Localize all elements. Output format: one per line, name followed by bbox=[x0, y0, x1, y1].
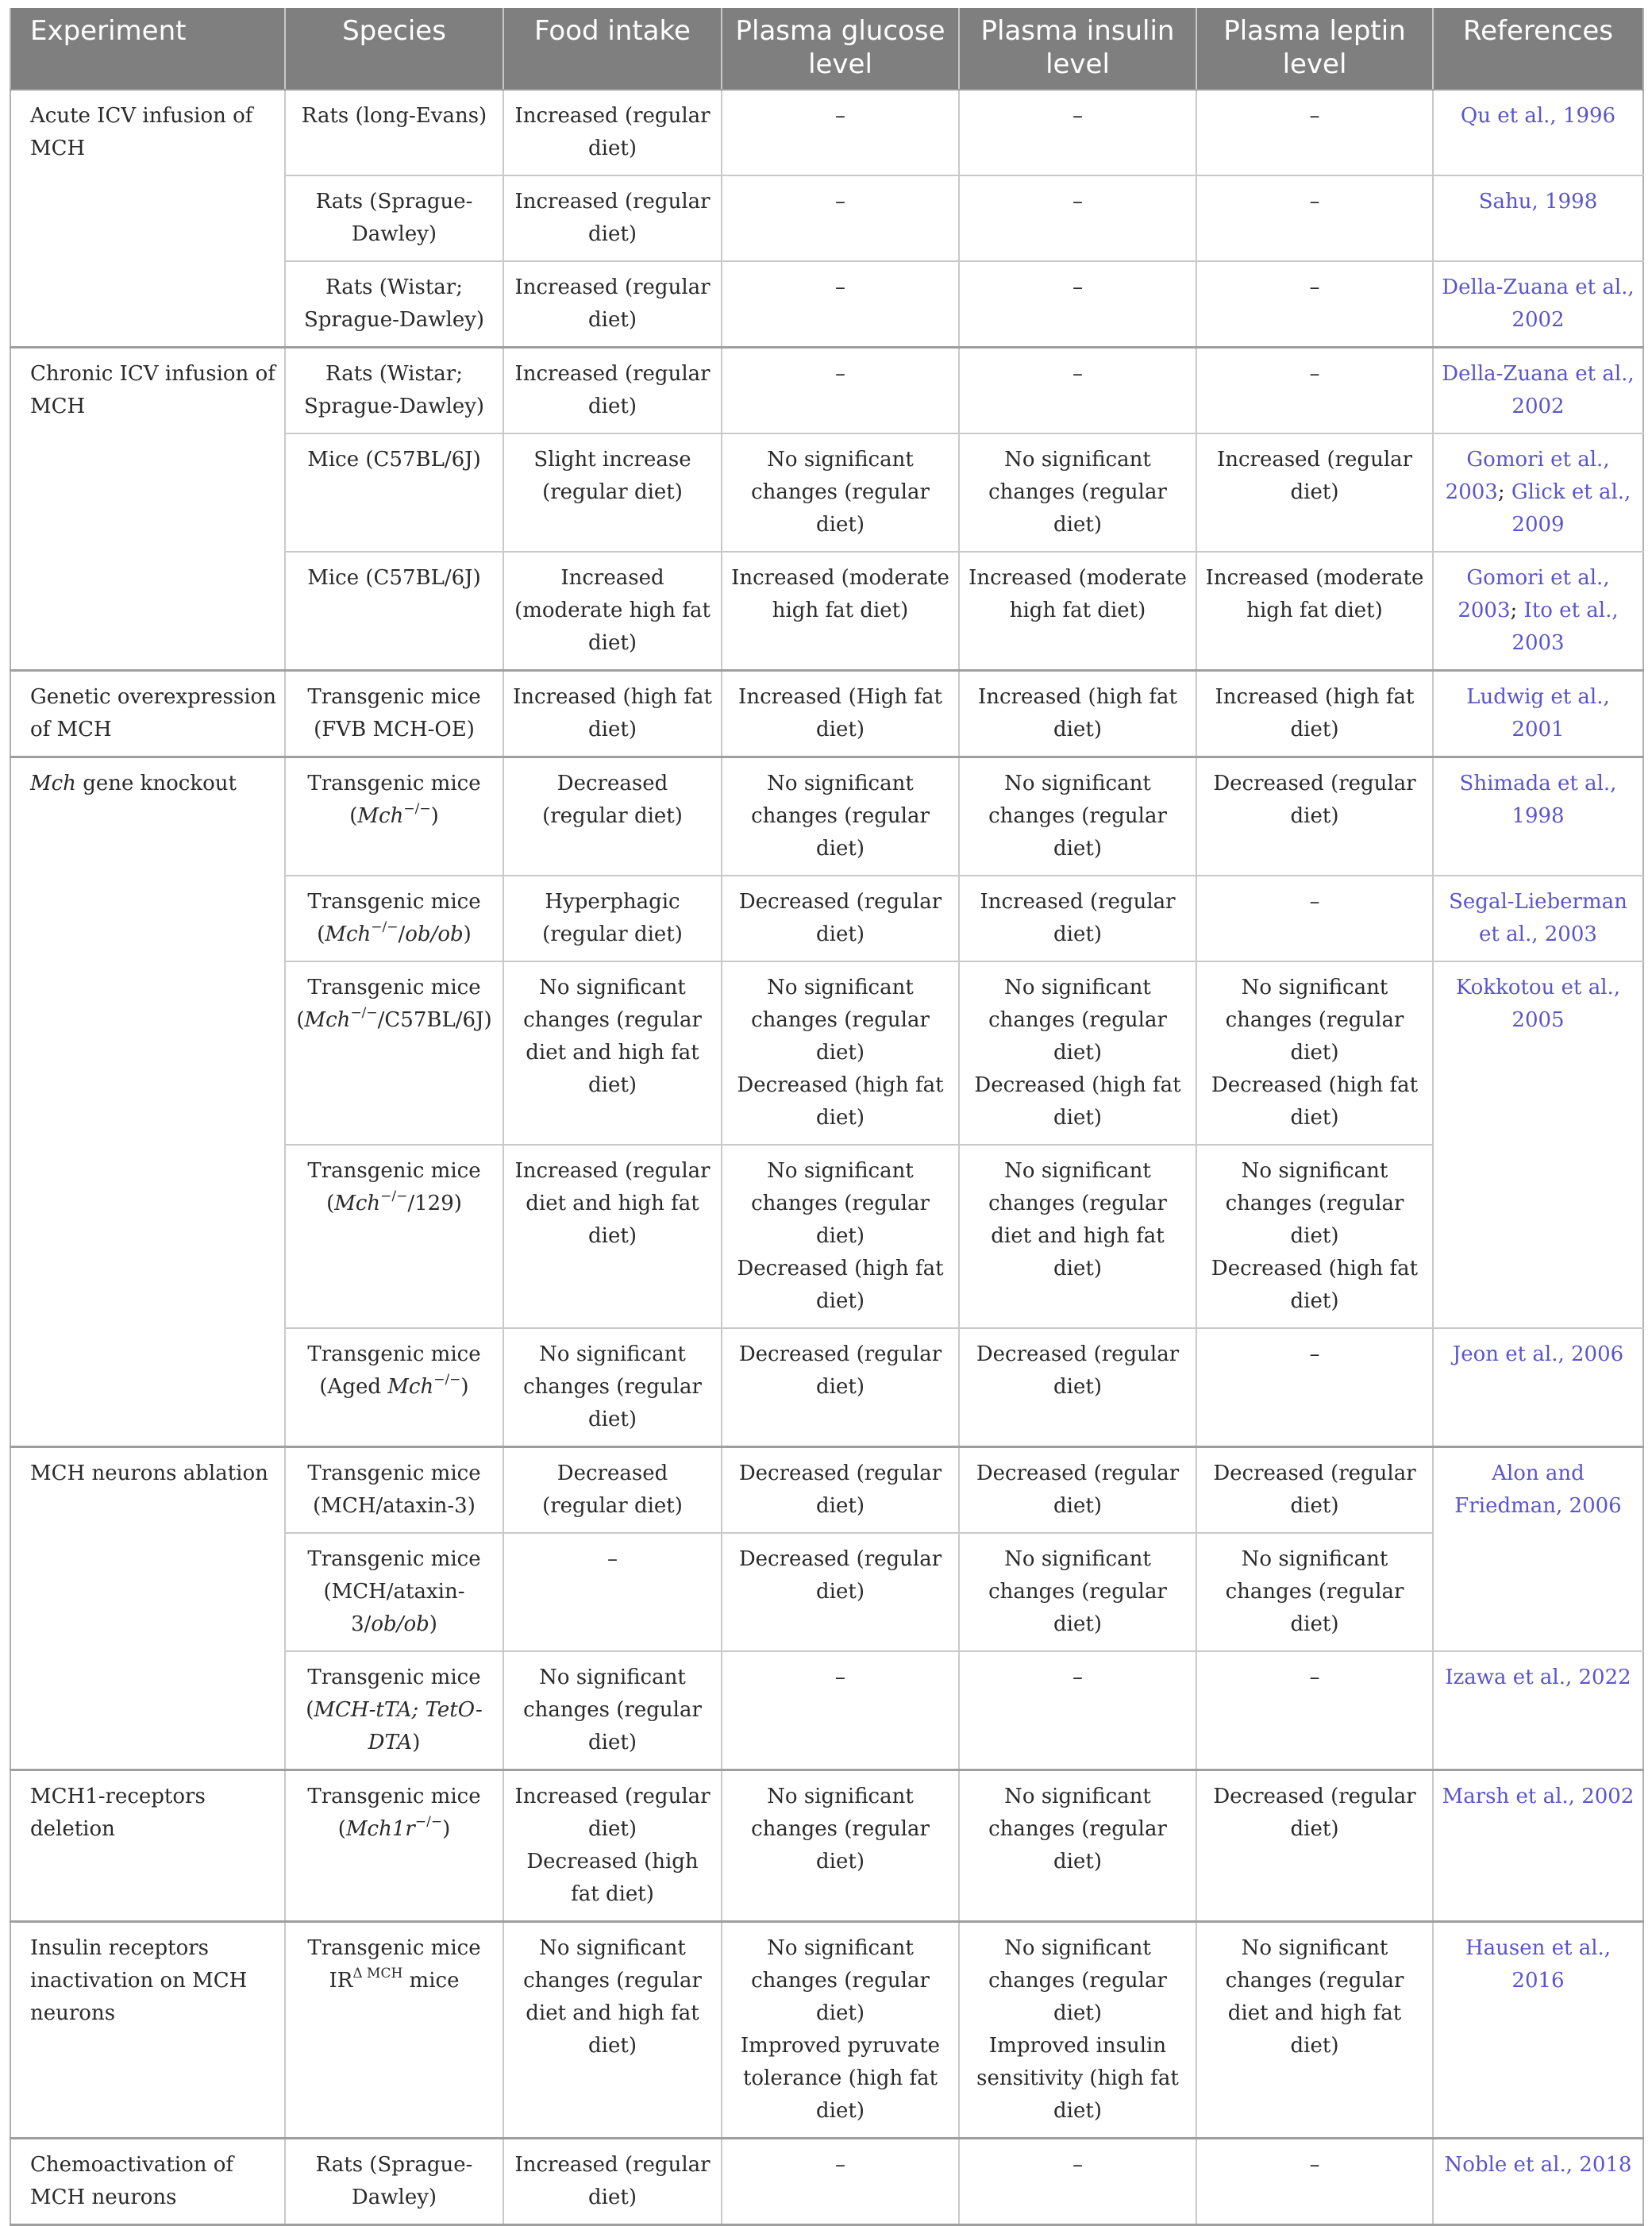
leptin-line: Decreased (high fat diet) bbox=[1211, 1073, 1419, 1130]
glucose-line: No significant changes (regular diet) bbox=[751, 1936, 930, 2025]
ref-link-sahu-1998[interactable]: Sahu, 1998 bbox=[1478, 190, 1598, 214]
leptin-cell: – bbox=[1196, 261, 1433, 348]
leptin-cell: – bbox=[1196, 348, 1433, 434]
species-cell: Rats (Sprague-Dawley) bbox=[285, 2139, 503, 2225]
species-cell: Transgenic mice (Mch−/−/129) bbox=[285, 1145, 503, 1328]
species-cell: Rats (Wistar; Sprague-Dawley) bbox=[285, 348, 503, 434]
food-cell: Increased (moderate high fat diet) bbox=[503, 552, 722, 671]
species-line: Transgenic mice bbox=[307, 890, 481, 914]
ref-link-ito-2003[interactable]: Ito et al., 2003 bbox=[1511, 599, 1619, 655]
species-cell: Transgenic mice (Mch−/−/C57BL/6J) bbox=[285, 961, 503, 1145]
gene-name: Mch1r bbox=[345, 1817, 415, 1841]
group-mch-knockout bbox=[10, 757, 285, 1447]
food-cell: No significant changes (regular diet and high fat diet) bbox=[503, 1922, 722, 2139]
leptin-line: Decreased (high fat diet) bbox=[1211, 1257, 1419, 1313]
gene-name: Mch bbox=[334, 1192, 381, 1215]
food-cell: Increased (regular diet) bbox=[503, 2139, 722, 2225]
food-cell: Slight increase (regular diet) bbox=[503, 433, 722, 552]
genotype-sup: −/− bbox=[350, 1005, 378, 1021]
genotype-italic: MCH-tTA; TetO-DTA bbox=[314, 1698, 483, 1754]
glucose-cell: Decreased (regular diet) bbox=[722, 1447, 959, 1534]
table-body bbox=[10, 90, 1643, 2225]
group-chemoactivation: Chemoactivation of MCH neurons bbox=[10, 2139, 285, 2225]
glucose-line: Improved pyruvate tolerance (high fat diet) bbox=[740, 2034, 941, 2123]
insulin-cell: Increased (moderate high fat diet) bbox=[959, 552, 1196, 671]
insulin-cell: – bbox=[959, 1651, 1196, 1770]
group-acute-icv: Acute ICV infusion of MCH bbox=[10, 90, 285, 348]
genotype-suffix: ob/ob bbox=[371, 1612, 429, 1636]
glucose-cell: Decreased (regular diet) bbox=[722, 876, 959, 961]
species-cell: Rats (Sprague-Dawley) bbox=[285, 175, 503, 261]
food-cell: Decreased (regular diet) bbox=[503, 1447, 722, 1534]
food-cell: No significant changes (regular diet) bbox=[503, 1328, 722, 1447]
species-cell bbox=[285, 1922, 503, 2139]
genotype-suffix: /129 bbox=[407, 1192, 454, 1215]
ref-link-jeon-2006[interactable]: Jeon et al., 2006 bbox=[1452, 1342, 1624, 1366]
table-row bbox=[10, 1770, 1643, 1922]
group-chronic-icv: Chronic ICV infusion of MCH bbox=[10, 348, 285, 671]
species-cell: Mice (C57BL/6J) bbox=[285, 552, 503, 671]
leptin-cell: Increased (regular diet) bbox=[1196, 433, 1433, 552]
species-line: Transgenic mice bbox=[307, 1462, 481, 1485]
header-row bbox=[10, 8, 1643, 90]
glucose-cell: Decreased (regular diet) bbox=[722, 1328, 959, 1447]
food-cell: – bbox=[503, 1533, 722, 1651]
genotype-suffix: ob/ob bbox=[405, 922, 464, 946]
leptin-cell: – bbox=[1196, 1651, 1433, 1770]
leptin-cell bbox=[1196, 961, 1433, 1145]
references-cell bbox=[1433, 1651, 1643, 1770]
leptin-cell: – bbox=[1196, 1328, 1433, 1447]
references-cell bbox=[1433, 1922, 1643, 2139]
leptin-cell bbox=[1196, 1145, 1433, 1328]
species-cell: Transgenic mice (MCH-tTA; TetO-DTA) bbox=[285, 1651, 503, 1770]
ref-link-qu-1996[interactable]: Qu et al., 1996 bbox=[1460, 104, 1616, 128]
references-cell bbox=[1433, 757, 1643, 876]
species-line: Transgenic mice bbox=[307, 1666, 481, 1689]
glucose-cell: Decreased (regular diet) bbox=[722, 1533, 959, 1651]
species-line: Transgenic mice bbox=[307, 1159, 481, 1183]
gene-name: Mch bbox=[357, 804, 404, 828]
insulin-cell: No significant changes (regular diet) bbox=[959, 757, 1196, 876]
ref-link-izawa-2022[interactable]: Izawa et al., 2022 bbox=[1445, 1666, 1631, 1689]
food-line: Increased (regular diet) bbox=[514, 1785, 710, 1841]
leptin-cell: Increased (high fat diet) bbox=[1196, 671, 1433, 757]
insulin-cell: – bbox=[959, 348, 1196, 434]
food-cell: Decreased (regular diet) bbox=[503, 757, 722, 876]
table-row bbox=[10, 671, 1643, 757]
food-cell: No significant changes (regular diet and high fat diet) bbox=[503, 961, 722, 1145]
insulin-cell: No significant changes (regular diet) bbox=[959, 1770, 1196, 1922]
insulin-line: Decreased (high fat diet) bbox=[974, 1073, 1181, 1130]
header-food-intake: Food intake bbox=[503, 8, 722, 90]
species-line: Transgenic mice bbox=[307, 1785, 481, 1808]
header-plasma-insulin: Plasma insulin level bbox=[959, 8, 1196, 90]
insulin-cell: – bbox=[959, 2139, 1196, 2225]
species-cell: Transgenic mice (Aged Mch−/−) bbox=[285, 1328, 503, 1447]
insulin-cell: – bbox=[959, 261, 1196, 348]
glucose-cell: – bbox=[722, 348, 959, 434]
glucose-cell: Increased (moderate high fat diet) bbox=[722, 552, 959, 671]
insulin-line: No significant changes (regular diet) bbox=[988, 1936, 1167, 2025]
group-label: gene knockout bbox=[75, 772, 237, 795]
species-cell: Transgenic mice (Mch−/−) bbox=[285, 757, 503, 876]
references-cell bbox=[1433, 1770, 1643, 1922]
table-row bbox=[10, 90, 1643, 175]
mch-experiments-table bbox=[10, 8, 1644, 2226]
food-cell: Hyperphagic (regular diet) bbox=[503, 876, 722, 961]
insulin-cell: – bbox=[959, 175, 1196, 261]
header-species: Species bbox=[285, 8, 503, 90]
insulin-cell bbox=[959, 961, 1196, 1145]
leptin-cell: – bbox=[1196, 175, 1433, 261]
references-cell bbox=[1433, 961, 1643, 1328]
species-cell: Rats (Wistar; Sprague-Dawley) bbox=[285, 261, 503, 348]
species-cell: Transgenic mice (Mch1r−/−) bbox=[285, 1770, 503, 1922]
ref-link-noble-2018[interactable]: Noble et al., 2018 bbox=[1444, 2153, 1632, 2177]
ref-link-gomori-2003[interactable]: Gomori et al., 2003 bbox=[1445, 448, 1610, 504]
references-cell bbox=[1433, 671, 1643, 757]
table-row bbox=[10, 2139, 1643, 2225]
species-line: Transgenic mice bbox=[307, 772, 481, 795]
references-cell bbox=[1433, 876, 1643, 961]
species-cell: Mice (C57BL/6J) bbox=[285, 433, 503, 552]
ir-tail: mice bbox=[402, 1969, 460, 1993]
glucose-cell: – bbox=[722, 90, 959, 175]
header-experiment: Experiment bbox=[10, 8, 285, 90]
species-line: (MCH/ataxin-3) bbox=[313, 1494, 476, 1518]
food-cell bbox=[503, 1770, 722, 1922]
references-cell bbox=[1433, 433, 1643, 552]
insulin-cell: Increased (high fat diet) bbox=[959, 671, 1196, 757]
genotype-sup: −/− bbox=[403, 801, 431, 817]
table-row bbox=[10, 757, 1643, 876]
references-cell bbox=[1433, 90, 1643, 175]
genotype-sup: −/− bbox=[414, 1814, 443, 1830]
insulin-cell: Increased (regular diet) bbox=[959, 876, 1196, 961]
ref-link-glick-2009[interactable]: Glick et al., 2009 bbox=[1511, 480, 1631, 537]
leptin-cell: – bbox=[1196, 2139, 1433, 2225]
ref-separator: ; bbox=[1510, 599, 1524, 622]
glucose-cell: – bbox=[722, 261, 959, 348]
ref-link-shimada-1998[interactable]: Shimada et al., 1998 bbox=[1459, 772, 1617, 828]
species-line: (FVB MCH-OE) bbox=[314, 718, 475, 741]
references-cell bbox=[1433, 552, 1643, 671]
leptin-line: No significant changes (regular diet) bbox=[1225, 976, 1404, 1065]
species-line: Transgenic mice bbox=[307, 976, 481, 999]
leptin-cell: Increased (moderate high fat diet) bbox=[1196, 552, 1433, 671]
gene-name: Mch bbox=[304, 1008, 351, 1032]
species-cell bbox=[285, 1447, 503, 1534]
species-cell bbox=[285, 671, 503, 757]
glucose-cell: – bbox=[722, 175, 959, 261]
species-prefix: (Aged bbox=[319, 1375, 388, 1399]
ref-link-segal-lieberman-2003[interactable]: Segal-Lieberman et al., 2003 bbox=[1449, 890, 1627, 946]
leptin-line: No significant changes (regular diet) bbox=[1225, 1159, 1404, 1248]
species-line: Transgenic mice bbox=[307, 1342, 481, 1366]
species-line: (MCH/ataxin-3/ bbox=[323, 1580, 465, 1636]
ref-link-gomori-2003[interactable]: Gomori et al., 2003 bbox=[1458, 566, 1610, 622]
leptin-cell: Decreased (regular diet) bbox=[1196, 757, 1433, 876]
references-cell bbox=[1433, 1328, 1643, 1447]
references-cell bbox=[1433, 175, 1643, 261]
references-cell bbox=[1433, 261, 1643, 348]
glucose-cell: No significant changes (regular diet) bbox=[722, 757, 959, 876]
ref-separator: ; bbox=[1497, 480, 1511, 504]
genotype-sup: −/− bbox=[371, 919, 399, 935]
glucose-line: Decreased (high fat diet) bbox=[737, 1257, 944, 1313]
table-row bbox=[10, 1447, 1643, 1534]
leptin-cell: No significant changes (regular diet) bbox=[1196, 1533, 1433, 1651]
ref-link-marsh-2002[interactable]: Marsh et al., 2002 bbox=[1442, 1785, 1635, 1808]
header-plasma-leptin: Plasma leptin level bbox=[1196, 8, 1433, 90]
food-cell: No significant changes (regular diet) bbox=[503, 1651, 722, 1770]
leptin-cell: – bbox=[1196, 90, 1433, 175]
references-cell bbox=[1433, 1447, 1643, 1652]
header-plasma-glucose: Plasma glucose level bbox=[722, 8, 959, 90]
glucose-cell: Increased (High fat diet) bbox=[722, 671, 959, 757]
species-cell: Transgenic mice (Mch−/−/ob/ob) bbox=[285, 876, 503, 961]
table-wrapper bbox=[10, 8, 1642, 2226]
genotype-separator: / bbox=[398, 922, 406, 946]
table-row bbox=[10, 348, 1643, 434]
ref-link-ludwig-2001[interactable]: Ludwig et al., 2001 bbox=[1466, 685, 1610, 741]
genotype-sup: Δ MCH bbox=[352, 1966, 403, 1981]
header-references: References bbox=[1433, 8, 1643, 90]
glucose-line: Decreased (high fat diet) bbox=[737, 1073, 944, 1130]
species-cell: Transgenic mice (MCH/ataxin-3/ob/ob) bbox=[285, 1533, 503, 1651]
genotype-suffix: /C57BL/6J bbox=[377, 1008, 484, 1032]
glucose-line: No significant changes (regular diet) bbox=[751, 976, 930, 1065]
ref-link-della-zuana-2002[interactable]: Della-Zuana et al., 2002 bbox=[1442, 275, 1635, 332]
food-cell: Increased (regular diet) bbox=[503, 348, 722, 434]
group-insulin-receptors: Insulin receptors inactivation on MCH neurons bbox=[10, 1922, 285, 2139]
glucose-line: No significant changes (regular diet) bbox=[751, 1159, 930, 1248]
insulin-line: Improved insulin sensitivity (high fat diet) bbox=[976, 2034, 1179, 2123]
food-cell: Increased (regular diet) bbox=[503, 90, 722, 175]
ref-link-alon-friedman-2006[interactable]: Alon and Friedman, 2006 bbox=[1454, 1462, 1622, 1518]
gene-name: Mch bbox=[325, 922, 372, 946]
group-genetic-overexpression: Genetic overexpression of MCH bbox=[10, 671, 285, 757]
insulin-cell: Decreased (regular diet) bbox=[959, 1328, 1196, 1447]
species-line: Transgenic mice bbox=[307, 1936, 481, 1960]
gene-name: Mch bbox=[30, 772, 76, 795]
genotype-sup: −/− bbox=[433, 1372, 461, 1388]
genotype-sup: −/− bbox=[380, 1188, 408, 1204]
species-line: Transgenic mice bbox=[307, 1547, 481, 1571]
food-cell: Increased (regular diet) bbox=[503, 175, 722, 261]
glucose-cell bbox=[722, 961, 959, 1145]
food-cell: Increased (regular diet and high fat diet) bbox=[503, 1145, 722, 1328]
insulin-cell: Decreased (regular diet) bbox=[959, 1447, 1196, 1534]
group-mch1r-deletion: MCH1-receptors deletion bbox=[10, 1770, 285, 1922]
species-cell: Rats (long-Evans) bbox=[285, 90, 503, 175]
glucose-cell: No significant changes (regular diet) bbox=[722, 1770, 959, 1922]
food-cell: Increased (regular diet) bbox=[503, 261, 722, 348]
leptin-cell: Decreased (regular diet) bbox=[1196, 1770, 1433, 1922]
ref-link-della-zuana-2002[interactable]: Della-Zuana et al., 2002 bbox=[1442, 362, 1635, 418]
insulin-cell bbox=[959, 1922, 1196, 2139]
insulin-cell: No significant changes (regular diet) bbox=[959, 1533, 1196, 1651]
insulin-cell: No significant changes (regular diet and high fat diet) bbox=[959, 1145, 1196, 1328]
food-cell: Increased (high fat diet) bbox=[503, 671, 722, 757]
glucose-cell bbox=[722, 1145, 959, 1328]
leptin-cell: No significant changes (regular diet and high fat diet) bbox=[1196, 1922, 1433, 2139]
insulin-cell: No significant changes (regular diet) bbox=[959, 433, 1196, 552]
ref-link-hausen-2016[interactable]: Hausen et al., 2016 bbox=[1465, 1936, 1612, 1993]
table-row bbox=[10, 1922, 1643, 2139]
glucose-cell: – bbox=[722, 2139, 959, 2225]
table-header bbox=[10, 8, 1643, 90]
references-cell bbox=[1433, 2139, 1643, 2225]
insulin-line: No significant changes (regular diet) bbox=[988, 976, 1167, 1065]
leptin-cell: – bbox=[1196, 876, 1433, 961]
species-line: Transgenic mice bbox=[307, 685, 481, 709]
gene-name: Mch bbox=[387, 1375, 434, 1399]
glucose-cell: – bbox=[722, 1651, 959, 1770]
insulin-cell: – bbox=[959, 90, 1196, 175]
glucose-cell: No significant changes (regular diet) bbox=[722, 433, 959, 552]
food-line: Decreased (high fat diet) bbox=[526, 1850, 699, 1906]
ir-label: IR bbox=[329, 1969, 353, 1993]
glucose-cell bbox=[722, 1922, 959, 2139]
leptin-cell: Decreased (regular diet) bbox=[1196, 1447, 1433, 1534]
group-mch-ablation: MCH neurons ablation bbox=[10, 1447, 285, 1770]
references-cell bbox=[1433, 348, 1643, 434]
ref-link-kokkotou-2005[interactable]: Kokkotou et al., 2005 bbox=[1455, 976, 1621, 1032]
